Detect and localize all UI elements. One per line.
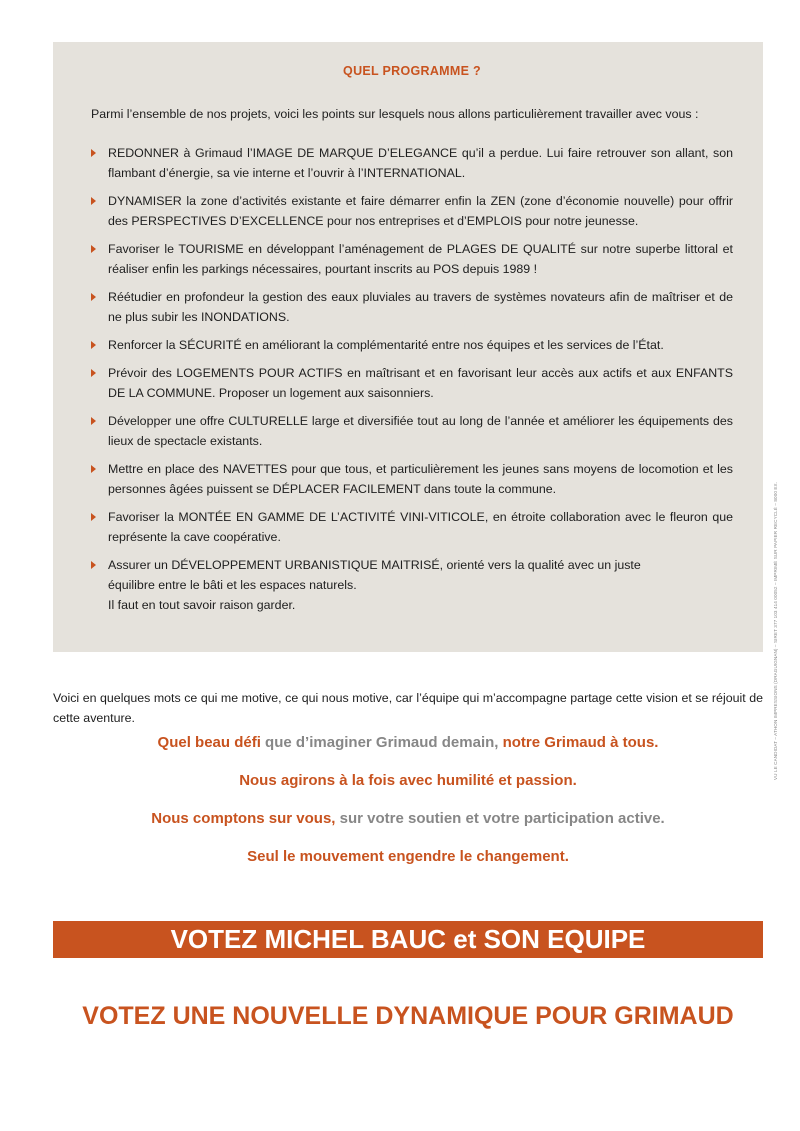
triangle-bullet-icon (91, 465, 96, 473)
list-item: Favoriser le TOURISME en développant l’aménagement de PLAGES DE QUALITÉ sur notre superbe littoral et réaliser enfin les parkings nécessaires, pourtant inscrits au POS depuis 1989 ! (91, 239, 733, 279)
programme-list (91, 143, 733, 615)
slogan-1: Quel beau défi que d’imaginer Grimaud demain, notre Grimaud à tous. (157, 734, 659, 751)
legal-side-note: VU LE CANDIDAT – ATHON IMPRESSIONS (DRAGUIGNAN) – SIRET 377 103 414 00052 – IMPRIMÉ SUR PAPIER RECYCLÉ – 8000 EX. (773, 481, 778, 780)
triangle-bullet-icon (91, 197, 96, 205)
list-item: Prévoir des LOGEMENTS POUR ACTIFS en maîtrisant et en favorisant leur accès aux actifs et aux ENFANTS DE LA COMMUNE. Proposer un logement aux saisonniers. (91, 363, 733, 403)
list-item: Renforcer la SÉCURITÉ en améliorant la complémentarité entre nos équipes et les services de l’État. (91, 335, 733, 355)
slogan-3: Nous comptons sur vous, sur votre soutien et votre participation active. (151, 810, 665, 827)
list-item: Réétudier en profondeur la gestion des eaux pluviales au travers de systèmes novateurs afin de maîtriser et de ne plus subir les INONDATIONS. (91, 287, 733, 327)
vote-banner: VOTEZ MICHEL BAUC et SON EQUIPE (53, 921, 763, 958)
list-item: DYNAMISER la zone d’activités existante et faire démarrer enfin la ZEN (zone d’économie nouvelle) pour offrir des PERSPECTIVES D’EXCELLENCE pour nos entreprises et d’EMPLOIS pour notre jeunesse. (91, 191, 733, 231)
triangle-bullet-icon (91, 245, 96, 253)
triangle-bullet-icon (91, 369, 96, 377)
triangle-bullet-icon (91, 561, 96, 569)
slogan-2: Nous agirons à la fois avec humilité et passion. (239, 772, 577, 789)
list-item: Assurer un DÉVELOPPEMENT URBANISTIQUE MAITRISÉ, orienté vers la qualité avec un juste équilibre entre le bâti et les espaces naturels. Il faut en tout savoir raison garder. (91, 555, 733, 615)
triangle-bullet-icon (91, 417, 96, 425)
programme-box (53, 42, 763, 652)
footer-title: VOTEZ UNE NOUVELLE DYNAMIQUE POUR GRIMAUD (82, 1002, 734, 1030)
list-item: Favoriser la MONTÉE EN GAMME DE L’ACTIVITÉ VINI-VITICOLE, en étroite collaboration avec le fleuron que représente la cave coopérative. (91, 507, 733, 547)
triangle-bullet-icon (91, 341, 96, 349)
triangle-bullet-icon (91, 293, 96, 301)
programme-intro: Parmi l’ensemble de nos projets, voici les points sur lesquels nous allons particulièrement travailler avec vous : (91, 107, 699, 121)
slogans (53, 730, 763, 882)
triangle-bullet-icon (91, 149, 96, 157)
triangle-bullet-icon (91, 513, 96, 521)
list-item: REDONNER à Grimaud l’IMAGE DE MARQUE D’ELEGANCE qu’il a perdue. Lui faire retrouver son allant, son flambant d’énergie, sa vie interne et l’ouvrir à l’INTERNATIONAL. (91, 143, 733, 183)
list-item: Développer une offre CULTURELLE large et diversifiée tout au long de l’année et améliorer les équipements des lieux de spectacle existants. (91, 411, 733, 451)
programme-title: QUEL PROGRAMME ? (343, 64, 481, 78)
motive-paragraph: Voici en quelques mots ce qui me motive, ce qui nous motive, car l’équipe qui m’accompagne partage cette vision et se réjouit de cette aventure. (53, 691, 763, 726)
list-item: Mettre en place des NAVETTES pour que tous, et particulièrement les jeunes sans moyens de locomotion et les personnes âgées puissent se DÉPLACER FACILEMENT dans toute la commune. (91, 459, 733, 499)
slogan-4: Seul le mouvement engendre le changement. (247, 848, 569, 865)
